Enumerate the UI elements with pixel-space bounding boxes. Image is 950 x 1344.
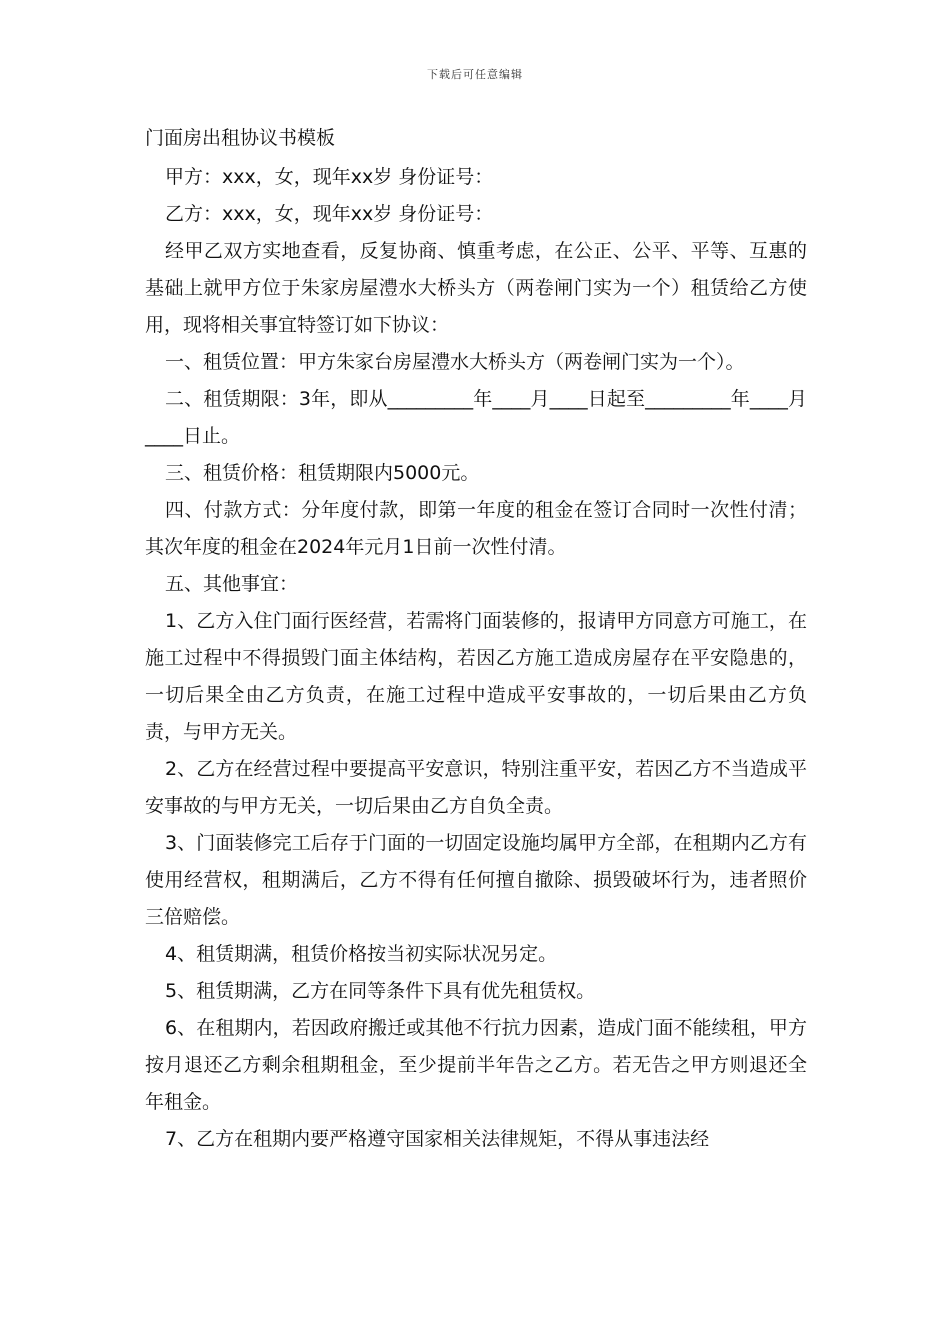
sub-clause-3: 3、门面装修完工后存于门面的一切固定设施均属甲方全部，在租期内乙方有使用经营权，租期满后，乙方不得有任何擅自撤除、损毁破坏行为，违者照价三倍赔偿。 (145, 832, 807, 928)
sub-clause-4: 4、租赁期满，租赁价格按当初实际状况另定。 (165, 943, 558, 965)
sub-clause-7: 7、乙方在租期内要严格遵守国家相关法律规矩，不得从事违法经 (165, 1128, 710, 1150)
sub-clause-5: 5、租赁期满，乙方在同等条件下具有优先租赁权。 (165, 980, 596, 1002)
sub-clause-2: 2、乙方在经营过程中要提高平安意识，特别注重平安，若因乙方不当造成平安事故的与甲方无关，一切后果由乙方自负全责。 (145, 758, 807, 817)
clause-other-heading: 五、其他事宜： (165, 573, 299, 595)
sub-clause-6: 6、在租期内，若因政府搬迁或其他不行抗力因素，造成门面不能续租，甲方按月退还乙方剩余租期租金，至少提前半年告之乙方。若无告之甲方则退还全年租金。 (145, 1017, 807, 1113)
clause-payment: 四、付款方式：分年度付款，即第一年度的租金在签订合同时一次性付清；其次年度的租金在2024年元月1日前一次性付清。 (145, 499, 807, 558)
preamble-paragraph: 经甲乙双方实地查看，反复协商、慎重考虑，在公正、公平、平等、互惠的基础上就甲方位于朱家房屋澧水大桥头方（两卷闸门实为一个）租赁给乙方使用，现将相关事宜特签订如下协议： (145, 240, 807, 336)
clause-term: 二、租赁期限：3年，即从_________年____月____日起至_________年____月____日止。 (145, 388, 807, 447)
party-a-line: 甲方：xxx，女，现年xx岁 身份证号： (165, 166, 494, 188)
clause-price: 三、租赁价格：租赁期限内5000元。 (165, 462, 480, 484)
sub-clause-1: 1、乙方入住门面行医经营，若需将门面装修的，报请甲方同意方可施工，在施工过程中不得损毁门面主体结构，若因乙方施工造成房屋存在平安隐患的，一切后果全由乙方负责，在施工过程中造成平安事故的，一切后果由乙方负责，与甲方无关。 (145, 610, 807, 743)
party-b-line: 乙方：xxx，女，现年xx岁 身份证号： (165, 203, 494, 225)
document-title: 门面房出租协议书模板 (145, 127, 336, 149)
document-body (145, 126, 807, 1158)
page-header: 下载后可任意编辑 (427, 68, 523, 81)
clause-location: 一、租赁位置：甲方朱家台房屋澧水大桥头方（两卷闸门实为一个）。 (165, 351, 745, 373)
